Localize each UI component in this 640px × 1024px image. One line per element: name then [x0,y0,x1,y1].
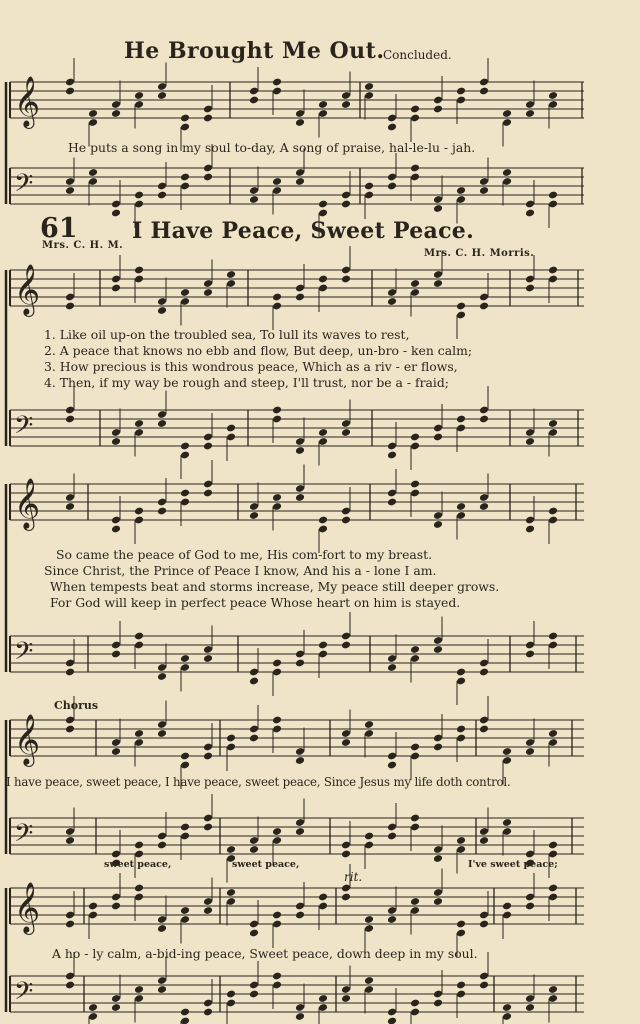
note-head [410,105,420,114]
note-head [157,419,167,428]
note-head [157,306,167,315]
note-head [433,645,443,654]
note-head [525,109,535,118]
note-head [525,747,535,756]
note-head [456,920,466,929]
note-head [525,902,535,911]
previous-hymn-lyric: He puts a song in my soul to-day, A song of praise, hal-le-lu - jah. [68,140,476,155]
note-head [65,725,75,734]
note-head [479,981,489,990]
note-head [318,641,328,650]
note-head [295,118,305,127]
note-head [387,915,397,924]
note-head [65,668,75,677]
note-head [548,729,558,738]
note-head [134,419,144,428]
note-head [387,451,397,460]
verse-4-line-b: For God will keep in perfect peace Whose heart on him is stayed. [50,595,461,610]
note-head [272,716,282,725]
note-head [341,275,351,284]
note-head [387,297,397,306]
note-head [525,209,535,218]
note-head [157,507,167,516]
hymn-title: I Have Peace, Sweet Peace. [132,218,475,244]
note-head [134,191,144,200]
note-head [433,204,443,213]
note-head [387,182,397,191]
note-head [203,114,213,123]
note-head [525,1003,535,1012]
chorus-lyric-1: I have peace, sweet peace, I have peace, sweet peace, Since Jesus my life doth control. [6,775,511,789]
note-head [456,186,466,195]
note-head [548,91,558,100]
note-head [295,659,305,668]
verse-3-line-a: 3. How precious is this wondrous peace, Which as a riv - er flows, [44,359,458,374]
note-head [410,645,420,654]
note-head [295,911,305,920]
note-head [456,836,466,845]
note-head [65,981,75,990]
note-head [318,994,328,1003]
note-head [364,182,374,191]
note-head [456,668,466,677]
note-head [111,1003,121,1012]
note-head [341,516,351,525]
note-head [157,91,167,100]
note-head [410,897,420,906]
note-head [249,511,259,520]
note-head [272,972,282,981]
note-head [410,814,420,823]
note-head [456,725,466,734]
note-head [203,823,213,832]
bass-clef-icon: 𝄢 [14,637,34,672]
note-head [479,920,489,929]
note-head [410,743,420,752]
note-head [318,516,328,525]
note-head [341,428,351,437]
note-head [433,854,443,863]
note-head [226,990,236,999]
note-head [525,437,535,446]
note-head [341,893,351,902]
note-head [433,999,443,1008]
verse-3-line-b: When tempests beat and storms increase, My peace still deeper grows. [50,579,500,594]
note-head [548,841,558,850]
note-head [433,743,443,752]
note-head [456,415,466,424]
bass-echo-3: I've sweet peace; [468,859,558,870]
note-head [203,442,213,451]
note-head [65,87,75,96]
note-head [272,293,282,302]
note-head [249,990,259,999]
note-head [203,173,213,182]
bass-clef-icon: 𝄢 [14,411,34,446]
note-head [433,105,443,114]
note-head [134,985,144,994]
note-head [134,266,144,275]
bass-echo-1: sweet peace, [104,859,172,870]
note-head [525,650,535,659]
note-head [295,493,305,502]
note-head [364,832,374,841]
note-head [111,209,121,218]
note-head [157,729,167,738]
note-head [364,82,374,91]
note-head [479,302,489,311]
note-head [134,507,144,516]
note-head [65,920,75,929]
note-head [65,836,75,845]
treble-clef-icon: 𝄞 [14,714,41,765]
note-head [111,650,121,659]
note-head [134,91,144,100]
hymn-number: 61 [40,213,78,244]
note-head [341,994,351,1003]
note-head [341,200,351,209]
note-head [433,279,443,288]
note-head [157,924,167,933]
note-head [272,911,282,920]
note-head [249,96,259,105]
note-head [203,489,213,498]
note-head [134,632,144,641]
note-head [134,729,144,738]
note-head [364,720,374,729]
note-head [272,493,282,502]
note-head [456,302,466,311]
note-head [364,915,374,924]
note-head [180,114,190,123]
treble-clef-icon: 𝄞 [14,76,41,127]
note-head [88,168,98,177]
note-head [548,419,558,428]
note-head [88,1003,98,1012]
note-head [272,78,282,87]
note-head [341,850,351,859]
note-head [226,270,236,279]
note-head [456,87,466,96]
chorus-lyric-2: A ho - ly calm, a-bid-ing peace, Sweet peace, down deep in my soul. [52,946,478,961]
note-head [203,906,213,915]
note-head [456,981,466,990]
note-head [272,659,282,668]
note-head [88,109,98,118]
bass-clef-icon: 𝄢 [14,169,34,204]
music-credit: Mrs. C. H. Morris. [424,248,535,259]
note-head [479,836,489,845]
note-head [502,747,512,756]
note-head [65,302,75,311]
note-head [111,747,121,756]
note-head [295,1012,305,1021]
note-head [502,1003,512,1012]
note-head [203,288,213,297]
note-head [180,288,190,297]
note-head [157,985,167,994]
note-head [479,186,489,195]
note-head [65,502,75,511]
note-head [433,520,443,529]
treble-clef-icon: 𝄞 [14,478,41,529]
note-head [180,654,190,663]
note-head [387,832,397,841]
note-head [203,1008,213,1017]
note-head [318,200,328,209]
note-head [180,1008,190,1017]
bass-echo-2: sweet peace, [232,859,300,870]
verse-2-line-b: Since Christ, the Prince of Peace I know, And his a - lone I am. [44,563,437,578]
note-head [433,433,443,442]
note-head [134,884,144,893]
note-head [410,999,420,1008]
note-head [318,100,328,109]
note-head [502,109,512,118]
note-head [548,985,558,994]
note-head [111,902,121,911]
note-head [88,902,98,911]
note-head [157,672,167,681]
note-head [295,177,305,186]
note-head [548,884,558,893]
treble-clef-icon: 𝄞 [14,882,41,933]
bass-clef-icon: 𝄢 [14,819,34,854]
note-head [226,845,236,854]
note-head [525,284,535,293]
note-head [479,502,489,511]
note-head [134,841,144,850]
note-head [111,437,121,446]
note-head [502,168,512,177]
note-head [295,756,305,765]
note-head [65,415,75,424]
note-head [226,424,236,433]
note-head [272,406,282,415]
note-head [249,929,259,938]
note-head [387,498,397,507]
note-head [318,893,328,902]
note-head [318,275,328,284]
chorus-label: Chorus [54,699,99,712]
note-head [410,164,420,173]
note-head [111,109,121,118]
note-head [203,752,213,761]
note-head [479,725,489,734]
bass-clef-icon: 𝄢 [14,977,34,1012]
note-head [479,415,489,424]
note-head [548,191,558,200]
note-head [479,668,489,677]
verse-2-line-a: 2. A peace that knows no ebb and flow, But deep, un-bro - ken calm; [44,343,473,358]
note-head [157,841,167,850]
note-head [548,266,558,275]
note-head [387,663,397,672]
note-head [387,1017,397,1024]
note-head [525,525,535,534]
note-head [180,173,190,182]
note-head [433,897,443,906]
note-head [203,654,213,663]
note-head [548,507,558,516]
note-head [295,293,305,302]
note-head [410,480,420,489]
note-head [180,752,190,761]
note-head [249,845,259,854]
note-head [226,888,236,897]
note-head [341,641,351,650]
verse-4-line-a: 4. Then, if my way be rough and steep, I'll trust, nor be a - fraid; [44,375,449,390]
note-head [180,442,190,451]
note-head [341,100,351,109]
note-head [249,677,259,686]
ritardando-mark: rit. [344,870,363,884]
note-head [387,761,397,770]
note-head [180,906,190,915]
note-head [479,87,489,96]
note-head [180,489,190,498]
note-head [272,177,282,186]
note-head [318,428,328,437]
note-head [157,191,167,200]
note-head [272,827,282,836]
verse-1-line-b: So came the peace of God to me, His com-fort to my breast. [56,547,433,562]
note-head [111,525,121,534]
note-head [548,632,558,641]
concluded-note: Concluded. [383,48,452,62]
previous-hymn-title: He Brought Me Out. [124,38,385,64]
note-head [364,976,374,985]
note-head [249,195,259,204]
note-head [502,818,512,827]
note-head [456,502,466,511]
note-head [65,186,75,195]
note-head [410,433,420,442]
treble-clef-icon: 𝄞 [14,264,41,315]
note-head [410,279,420,288]
note-head [387,123,397,132]
note-head [111,284,121,293]
note-head [249,734,259,743]
note-head [502,902,512,911]
note-head [341,738,351,747]
note-head [295,446,305,455]
words-credit: Mrs. C. H. M. [42,240,124,251]
verse-1-line-a: 1. Like oil up-on the troubled sea, To lull its waves to rest, [44,327,410,342]
note-head [180,823,190,832]
note-head [295,827,305,836]
note-head [226,734,236,743]
